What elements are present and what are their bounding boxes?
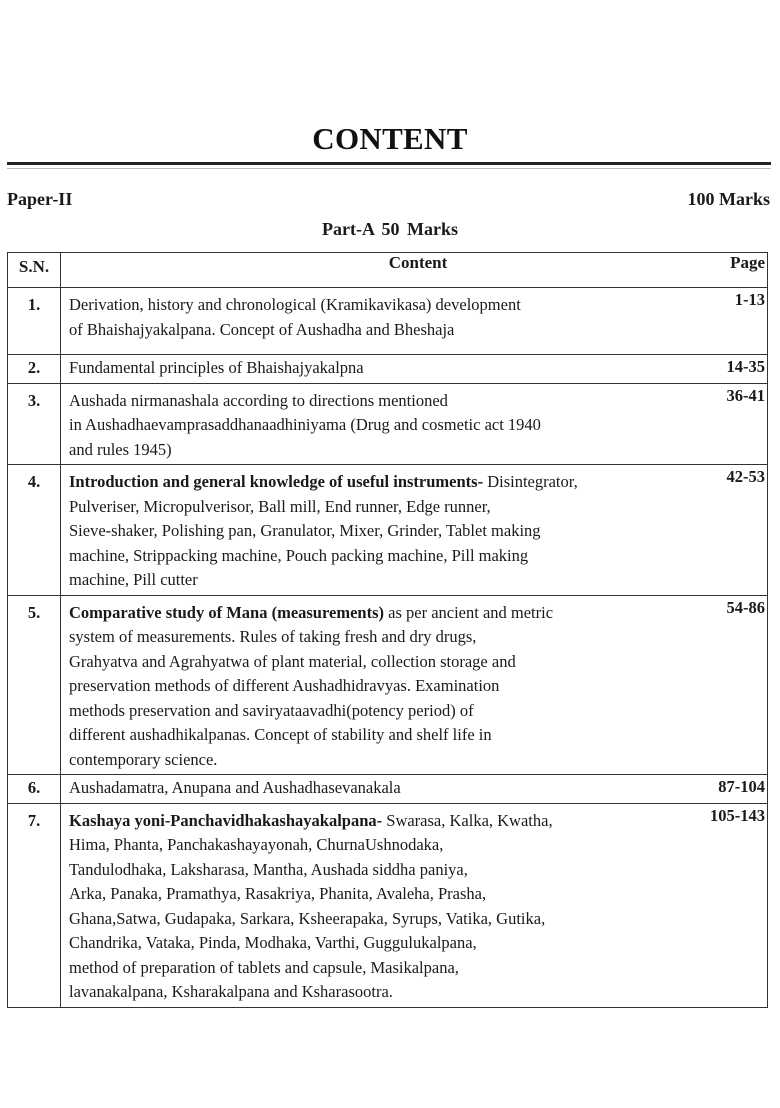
table-row: [8, 595, 768, 775]
row-content: [61, 383, 696, 465]
row-line: machine, Strippacking machine, Pouch packing machine, Pill making: [69, 545, 529, 565]
row-topic-bold: Kashaya yoni-Panchavidhakashayakalpana-: [69, 810, 383, 830]
table-row: [8, 383, 768, 465]
row-page: 1-13: [695, 288, 768, 355]
row-line-rest: Disintegrator,: [483, 472, 578, 491]
row-page: 54-86: [695, 595, 768, 775]
column-header-sn: S.N.: [8, 253, 61, 288]
row-line: [69, 601, 695, 626]
row-line: Pulveriser, Micropulverisor, Ball mill, End runner, Edge runner,: [69, 496, 491, 516]
row-sn: 4.: [8, 465, 61, 596]
table-row: [8, 465, 768, 596]
row-page: 14-35: [695, 355, 768, 384]
row-page: 42-53: [695, 465, 768, 596]
row-line: contemporary science.: [69, 749, 218, 769]
page-title: CONTENT: [312, 121, 468, 156]
row-line: in Aushadhaevamprasaddhanaadhiniyama (Drug and cosmetic act 1940: [69, 415, 541, 434]
row-line: system of measurements. Rules of taking fresh and dry drugs,: [69, 627, 477, 646]
row-line: Grahyatva and Agrahyatwa of plant material, collection storage and: [69, 651, 516, 671]
row-line: lavanakalpana, Ksharakalpana and Ksharasootra.: [69, 982, 393, 1001]
row-sn: 3.: [8, 383, 61, 465]
total-marks: 100 Marks: [687, 189, 770, 209]
table-row: [8, 775, 768, 804]
row-line: Arka, Panaka, Pramathya, Rasakriya, Phanita, Avaleha, Prasha,: [69, 884, 487, 903]
contents-table: [7, 252, 768, 1008]
row-line: machine, Pill cutter: [69, 570, 198, 589]
row-content: [61, 288, 696, 355]
row-topic-bold: Comparative study of Mana (measurements): [69, 602, 384, 622]
row-sn: 5.: [8, 595, 61, 775]
row-line: Aushada nirmanashala according to directions mentioned: [69, 390, 448, 410]
row-line: method of preparation of tablets and capsule, Masikalpana,: [69, 957, 459, 977]
row-content: Fundamental principles of Bhaishajyakalpna: [61, 355, 696, 384]
title-rule-secondary: [7, 168, 771, 169]
row-content: Aushadamatra, Anupana and Aushadhasevanakala: [61, 775, 696, 804]
paper-label: Paper-II: [7, 189, 73, 209]
row-line: and rules 1945): [69, 439, 172, 459]
row-content: [61, 803, 696, 1007]
column-header-content: Content: [61, 253, 696, 288]
row-line-rest: Swarasa, Kalka, Kwatha,: [382, 810, 553, 830]
row-sn: 2.: [8, 355, 61, 384]
row-content: [61, 465, 696, 596]
row-line: [69, 809, 695, 834]
row-sn: 6.: [8, 775, 61, 804]
row-line: Chandrika, Vataka, Pinda, Modhaka, Varthi, Guggulukalpana,: [69, 933, 477, 952]
row-line: Derivation, history and chronological (Kramikavikasa) development: [69, 295, 521, 314]
row-line: preservation methods of different Aushadhidravyas. Examination: [69, 676, 500, 695]
row-line: Hima, Phanta, Panchakashayayonah, ChurnaUshnodaka,: [69, 835, 444, 854]
row-line-rest: as per ancient and metric: [384, 602, 554, 622]
row-page: 87-104: [695, 775, 768, 804]
row-page: 105-143: [695, 803, 768, 1007]
row-line: methods preservation and saviryataavadhi(potency period) of: [69, 700, 474, 720]
row-line: Sieve-shaker, Polishing pan, Granulator, Mixer, Grinder, Tablet making: [69, 521, 541, 540]
row-page: 36-41: [695, 383, 768, 465]
title-rule: [7, 162, 771, 165]
row-topic-bold: Introduction and general knowledge of useful instruments-: [69, 472, 484, 491]
row-content: [61, 595, 696, 775]
table-row: [8, 803, 768, 1007]
row-line: different aushadhikalpanas. Concept of stability and shelf life in: [69, 725, 492, 744]
row-line: Ghana,Satwa, Gudapaka, Sarkara, Ksheerapaka, Syrups, Vatika, Gutika,: [69, 908, 546, 928]
column-header-page: Page: [695, 253, 768, 288]
part-heading: Part-A 50 Marks: [322, 219, 458, 239]
row-sn: 1.: [8, 288, 61, 355]
row-line: of Bhaishajyakalpana. Concept of Aushadha and Bheshaja: [69, 319, 455, 339]
table-row: [8, 288, 768, 355]
row-line: Tandulodhaka, Laksharasa, Mantha, Aushada siddha paniya,: [69, 859, 468, 879]
row-sn: 7.: [8, 803, 61, 1007]
row-line: [69, 470, 695, 495]
table-row: [8, 355, 768, 384]
table-header-row: [8, 253, 768, 288]
